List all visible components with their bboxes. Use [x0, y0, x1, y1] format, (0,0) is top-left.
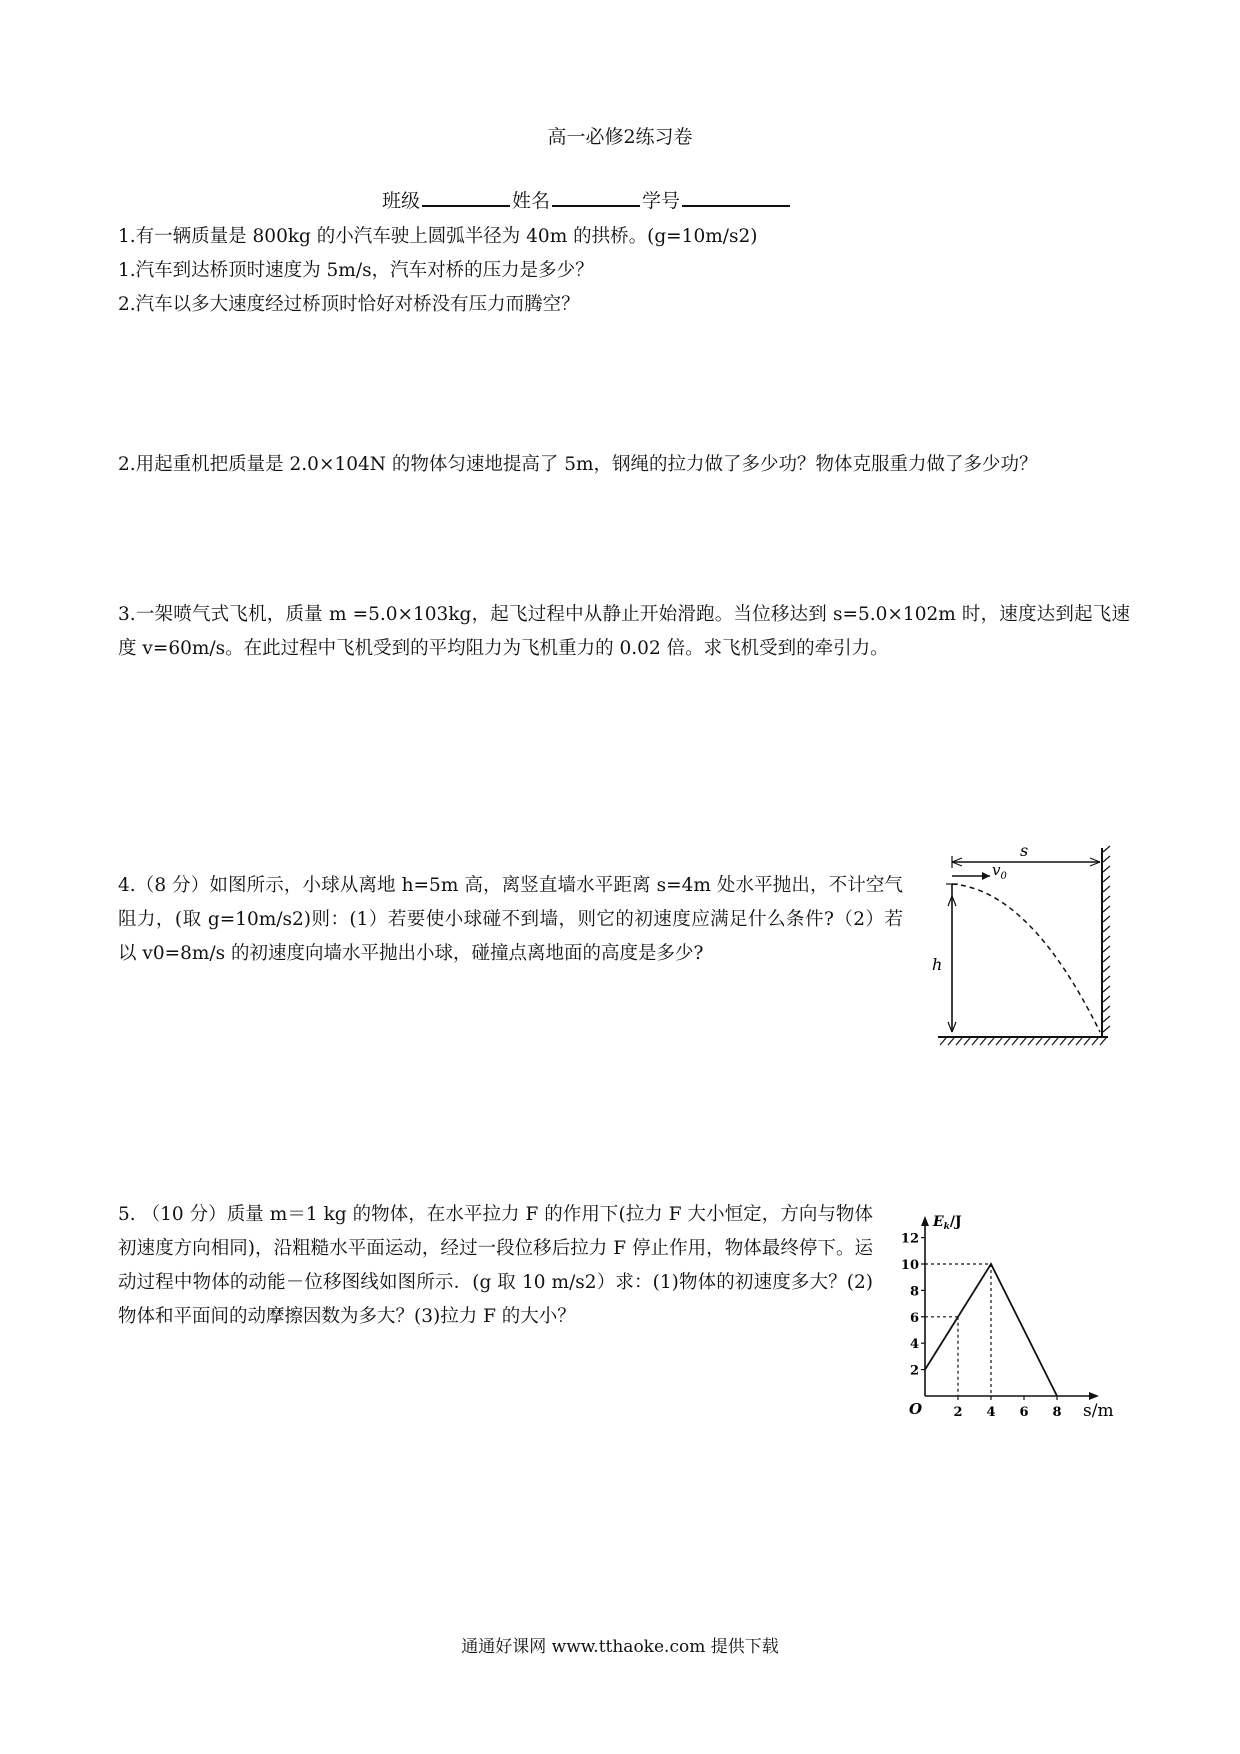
projectile-figure [920, 840, 1120, 1060]
y-tick-label: 4 [909, 1337, 919, 1353]
class-label: 班级 [382, 190, 421, 212]
s-label: s [1020, 841, 1029, 860]
ground-hatching [940, 1038, 1106, 1045]
q5-text: 5. （10 分）质量 m＝1 kg 的物体，在水平拉力 F 的作用下(拉力 F 大小恒定，方向与物体初速度方向相同)，沿粗糙水平面运动，经过一段位移后拉力 F 停止作用，物体最终停下。运动过程中物体的动能－位移图线如图所示．(g 取 10 m/s2）求：(1)物体的初速度多大？(2)物体和平面间的动摩擦因数为多大？(3)拉力 F 的大小？ [118, 1204, 873, 1327]
class-blank [422, 185, 510, 207]
y-tick-label: 6 [909, 1310, 919, 1326]
wall-hatching [1103, 846, 1110, 1032]
name-blank [552, 185, 640, 207]
y-axis-title: $E_k/J$ [933, 1214, 962, 1232]
q1-sub2: 2.汽车以多大速度经过桥顶时恰好对桥没有压力而腾空？ [118, 294, 580, 315]
student-id-blank [682, 185, 790, 207]
q3-text: 3.一架喷气式飞机，质量 m =5.0×103kg，起飞过程中从静止开始滑跑。当位移达到 s=5.0×102m 时，速度达到起飞速度 v=60m/s。在此过程中飞机受到的平均阻力为飞机重力的 0.02 倍。求飞机受到的牵引力。 [118, 604, 1130, 659]
q1-sub1: 1.汽车到达桥顶时速度为 5m/s，汽车对桥的压力是多少？ [118, 260, 594, 281]
trajectory-curve [952, 884, 1100, 1032]
name-label: 姓名 [512, 190, 551, 212]
velocity-arrowhead [982, 872, 990, 880]
x-axis-arrow [1089, 1392, 1099, 1400]
y-axis-arrow [921, 1216, 929, 1226]
q1-stem: 1.有一辆质量是 800kg 的小汽车驶上圆弧半径为 40m 的拱桥。(g=10m/s2) [118, 226, 758, 247]
origin-label: O [909, 1400, 923, 1418]
ek-displacement-chart [885, 1210, 1125, 1420]
y-tick-label: 10 [900, 1258, 919, 1273]
x-axis-title: s/m [1083, 1401, 1114, 1420]
y-tick-label: 12 [900, 1231, 919, 1247]
y-tick-label: 2 [909, 1363, 919, 1379]
student-id-label: 学号 [642, 190, 681, 212]
x-tick-label: 8 [1052, 1405, 1062, 1420]
x-tick-label: 6 [1019, 1405, 1029, 1420]
student-info-line [382, 185, 792, 213]
footer-text: 通通好课网 www.tthaoke.com 提供下载 [461, 1637, 779, 1657]
q2-text: 2.用起重机把质量是 2.0×104N 的物体匀速地提高了 5m，钢绳的拉力做了多少功？物体克服重力做了多少功？ [118, 454, 1038, 475]
h-label: h [932, 955, 943, 974]
x-tick-label: 4 [986, 1405, 996, 1420]
page-title: 高一必修2练习卷 [547, 126, 693, 148]
q4-text: 4.（8 分）如图所示，小球从离地 h=5m 高，离竖直墙水平距离 s=4m 处水平抛出，不计空气阻力，(取 g=10m/s2)则：(1）若要使小球碰不到墙，则它的初速度应满足什么条件?（2）若以 v0=8m/s 的初速度向墙水平抛出小球，碰撞点离地面的高度是多少? [118, 875, 903, 964]
x-tick-label: 2 [953, 1405, 963, 1420]
y-tick-label: 8 [909, 1284, 919, 1300]
v-label: $v_0$ [992, 861, 1007, 882]
